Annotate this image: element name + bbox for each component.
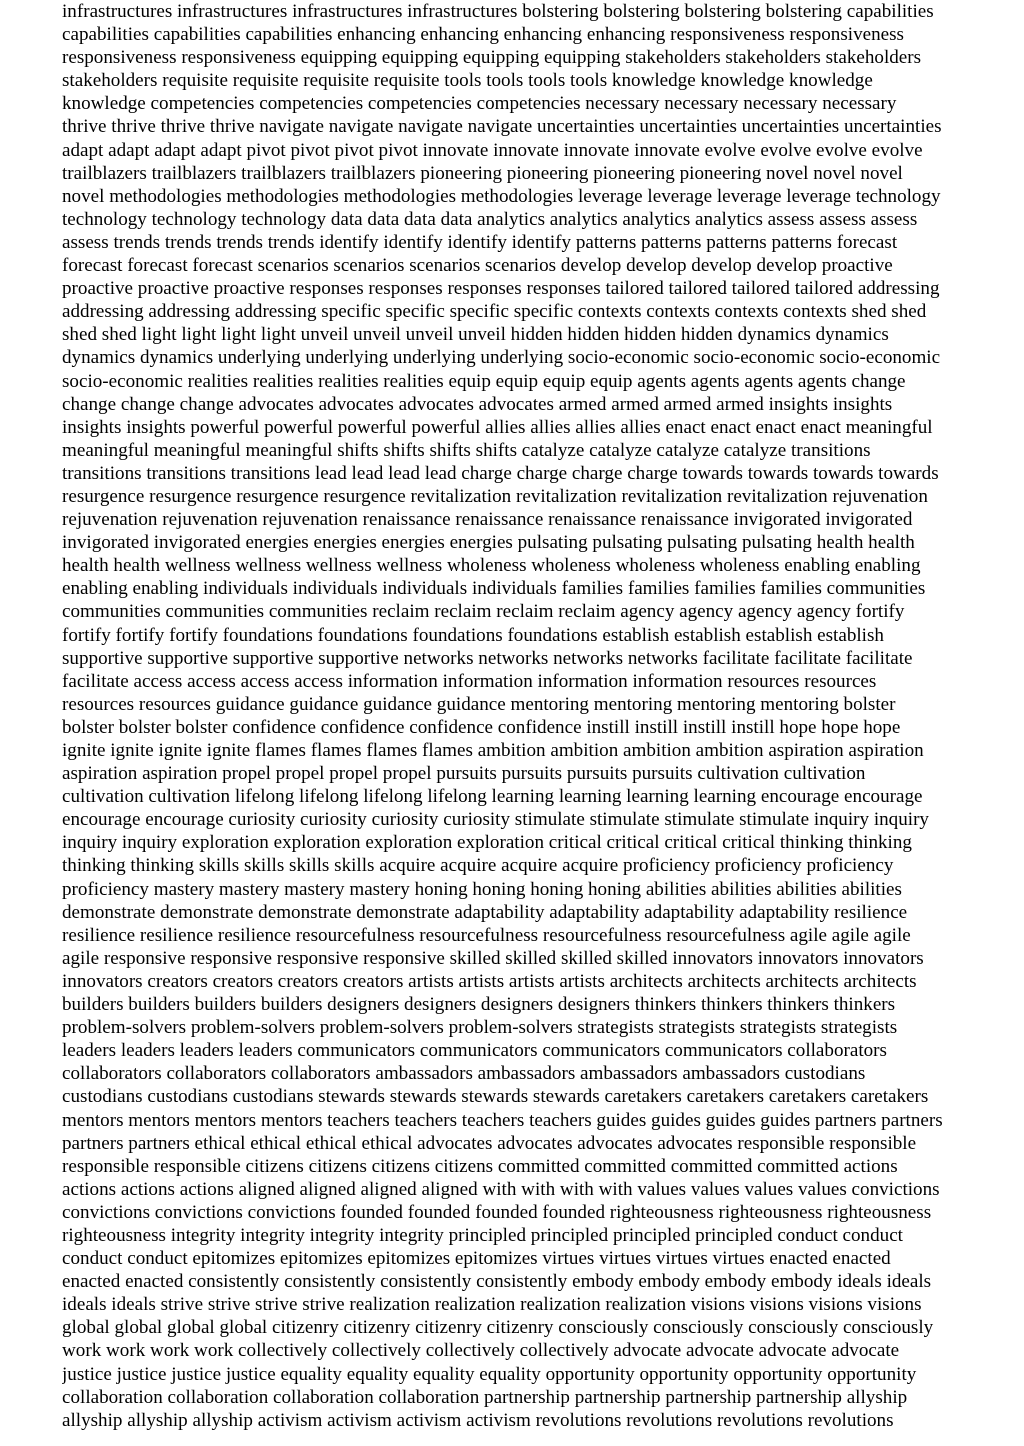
text-line: righteousness integrity integrity integrity integrity principled principled principled principled conduct conduct (62, 1224, 903, 1246)
text-line: proficiency mastery mastery mastery mastery honing honing honing honing abilities abilities abilities abilities (62, 878, 902, 900)
text-line: adapt adapt adapt adapt pivot pivot pivot pivot innovate innovate innovate innovate evolve evolve evolve evolve (62, 139, 923, 161)
text-line: responsible responsible citizens citizens citizens citizens committed committed committed committed actions (62, 1155, 898, 1177)
text-line: stakeholders requisite requisite requisite requisite tools tools tools tools knowledge knowledge knowledge (62, 70, 873, 92)
text-line: thrive thrive thrive thrive navigate navigate navigate navigate uncertainties uncertainties uncertainties uncertainties (62, 116, 942, 138)
text-line: novel methodologies methodologies methodologies methodologies leverage leverage leverage leverage technology (62, 185, 941, 207)
text-line: encourage encourage curiosity curiosity curiosity curiosity stimulate stimulate stimulate stimulate inquiry inquiry (62, 809, 929, 831)
text-line: custodians custodians custodians stewards stewards stewards stewards caretakers caretakers caretakers caretakers (62, 1086, 929, 1108)
text-line: collaboration collaboration collaboration collaboration partnership partnership partnership partnership allyship (62, 1386, 908, 1408)
text-line: capabilities capabilities capabilities enhancing enhancing enhancing enhancing responsiveness responsiveness (62, 24, 904, 46)
text-line: trailblazers trailblazers trailblazers trailblazers pioneering pioneering pioneering pioneering novel novel novel (62, 162, 903, 184)
text-line: transitions transitions transitions lead lead lead lead charge charge charge charge towards towards towards towards (62, 462, 939, 484)
text-line: thinking thinking skills skills skills skills acquire acquire acquire acquire proficiency proficiency proficiency (62, 855, 894, 877)
text-line: responsiveness responsiveness equipping equipping equipping equipping stakeholders stakeholders stakeholders (62, 47, 922, 69)
text-line: change change change advocates advocates advocates advocates armed armed armed armed insights insights (62, 393, 893, 415)
text-line: technology technology technology data data data data analytics analytics analytics analytics assess assess assess (62, 208, 918, 230)
text-line: proactive proactive proactive responses responses responses responses tailored tailored tailored tailored addressing (62, 278, 940, 300)
text-line: ideals ideals strive strive strive strive realization realization realization realization visions visions visions visions (62, 1294, 922, 1316)
text-line: global global global global citizenry citizenry citizenry citizenry consciously consciously consciously consciously (62, 1317, 934, 1339)
text-line: cultivation cultivation lifelong lifelong lifelong lifelong learning learning learning learning encourage encourage (62, 786, 923, 808)
text-line: agile responsive responsive responsive responsive skilled skilled skilled skilled innovators innovators innovators (62, 947, 924, 969)
text-line: bolster bolster bolster confidence confidence confidence confidence instill instill instill instill hope hope hope (62, 716, 901, 738)
text-line: innovators creators creators creators creators artists artists artists artists architects architects architects architects (62, 970, 917, 992)
text-line: conduct conduct epitomizes epitomizes epitomizes epitomizes virtues virtues virtues virtues enacted enacted (62, 1248, 891, 1270)
text-line: forecast forecast forecast scenarios scenarios scenarios scenarios develop develop develop develop proactive (62, 255, 893, 277)
text-line: actions actions actions aligned aligned aligned aligned with with with with values values values values convictions (62, 1178, 940, 1200)
text-line: mentors mentors mentors mentors teachers teachers teachers teachers guides guides guides guides partners partners (62, 1109, 943, 1131)
text-line: aspiration aspiration propel propel propel propel pursuits pursuits pursuits pursuits cultivation cultivation (62, 763, 866, 785)
text-line: assess trends trends trends trends identify identify identify identify patterns patterns patterns patterns forecast (62, 231, 898, 253)
text-line: demonstrate demonstrate demonstrate demonstrate adaptability adaptability adaptability adaptability resilience (62, 901, 908, 923)
text-line: meaningful meaningful meaningful shifts shifts shifts shifts catalyze catalyze catalyze catalyze transitions (62, 439, 871, 461)
text-line: shed shed light light light light unveil unveil unveil unveil hidden hidden hidden hidden dynamics dynamics (62, 324, 889, 346)
text-line: collaborators collaborators collaborators ambassadors ambassadors ambassadors ambassadors custodians (62, 1063, 866, 1085)
text-line: communities communities communities reclaim reclaim reclaim reclaim agency agency agency agency fortify (62, 601, 905, 623)
text-line: justice justice justice justice equality equality equality equality opportunity opportunity opportunity opportunity (62, 1363, 917, 1385)
text-line: addressing addressing addressing specific specific specific specific contexts contexts contexts contexts shed shed (62, 301, 927, 323)
text-line: allyship allyship allyship activism activism activism activism revolutions revolutions revolutions revolutions (62, 1409, 894, 1431)
text-line: ignite ignite ignite ignite flames flames flames flames ambition ambition ambition ambition aspiration aspiration (62, 740, 924, 761)
text-line: resilience resilience resilience resourcefulness resourcefulness resourcefulness resourcefulness agile agile agile (62, 924, 911, 946)
text-line: rejuvenation rejuvenation rejuvenation renaissance renaissance renaissance renaissance invigorated invigorated (62, 509, 913, 531)
text-line: convictions convictions convictions founded founded founded founded righteousness righteousness righteousness (62, 1201, 932, 1223)
text-line: problem-solvers problem-solvers problem-solvers problem-solvers strategists strategists strategists strategists (62, 1017, 898, 1039)
text-line: resurgence resurgence resurgence resurgence revitalization revitalization revitalization revitalization rejuvenation (62, 485, 928, 507)
text-line: insights insights powerful powerful powerful powerful allies allies allies allies enact enact enact enact meaningful (62, 416, 933, 438)
text-line: enacted enacted consistently consistently consistently consistently embody embody embody embody ideals ideals (62, 1271, 932, 1293)
text-line: work work work work collectively collectively collectively collectively advocate advocate advocate advocate (62, 1340, 900, 1362)
text-line: enabling enabling individuals individuals individuals individuals families families families families communities (62, 578, 926, 600)
text-line: socio-economic realities realities realities realities equip equip equip equip agents agents agents agents change (62, 370, 906, 392)
text-line: knowledge competencies competencies competencies competencies necessary necessary necessary necessary (62, 93, 897, 115)
text-line: invigorated invigorated energies energies energies energies pulsating pulsating pulsating pulsating health health (62, 532, 915, 554)
text-line: facilitate access access access access information information information information resources resources (62, 670, 877, 692)
text-line: dynamics dynamics underlying underlying underlying underlying socio-economic socio-economic socio-economic (62, 347, 941, 369)
text-line: partners partners ethical ethical ethical ethical advocates advocates advocates advocates responsible responsible (62, 1132, 917, 1154)
text-line: health health wellness wellness wellness wellness wholeness wholeness wholeness wholeness enabling enabling (62, 555, 921, 577)
text-line: resources resources guidance guidance guidance guidance mentoring mentoring mentoring mentoring bolster (62, 693, 896, 715)
text-line: infrastructures infrastructures infrastructures infrastructures bolstering bolstering bolstering bolstering capabilities (62, 1, 934, 22)
text-line: supportive supportive supportive supportive networks networks networks networks facilitate facilitate facilitate (62, 647, 913, 669)
text-line: leaders leaders leaders leaders communicators communicators communicators communicators collaborators (62, 1040, 887, 1062)
text-line: inquiry inquiry exploration exploration exploration exploration critical critical critical critical thinking thinking (62, 832, 912, 854)
text-line: builders builders builders builders designers designers designers designers thinkers thinkers thinkers thinkers (62, 994, 896, 1016)
text-line: fortify fortify fortify foundations foundations foundations foundations establish establish establish establish (62, 624, 884, 646)
document-page (62, 0, 1020, 1432)
